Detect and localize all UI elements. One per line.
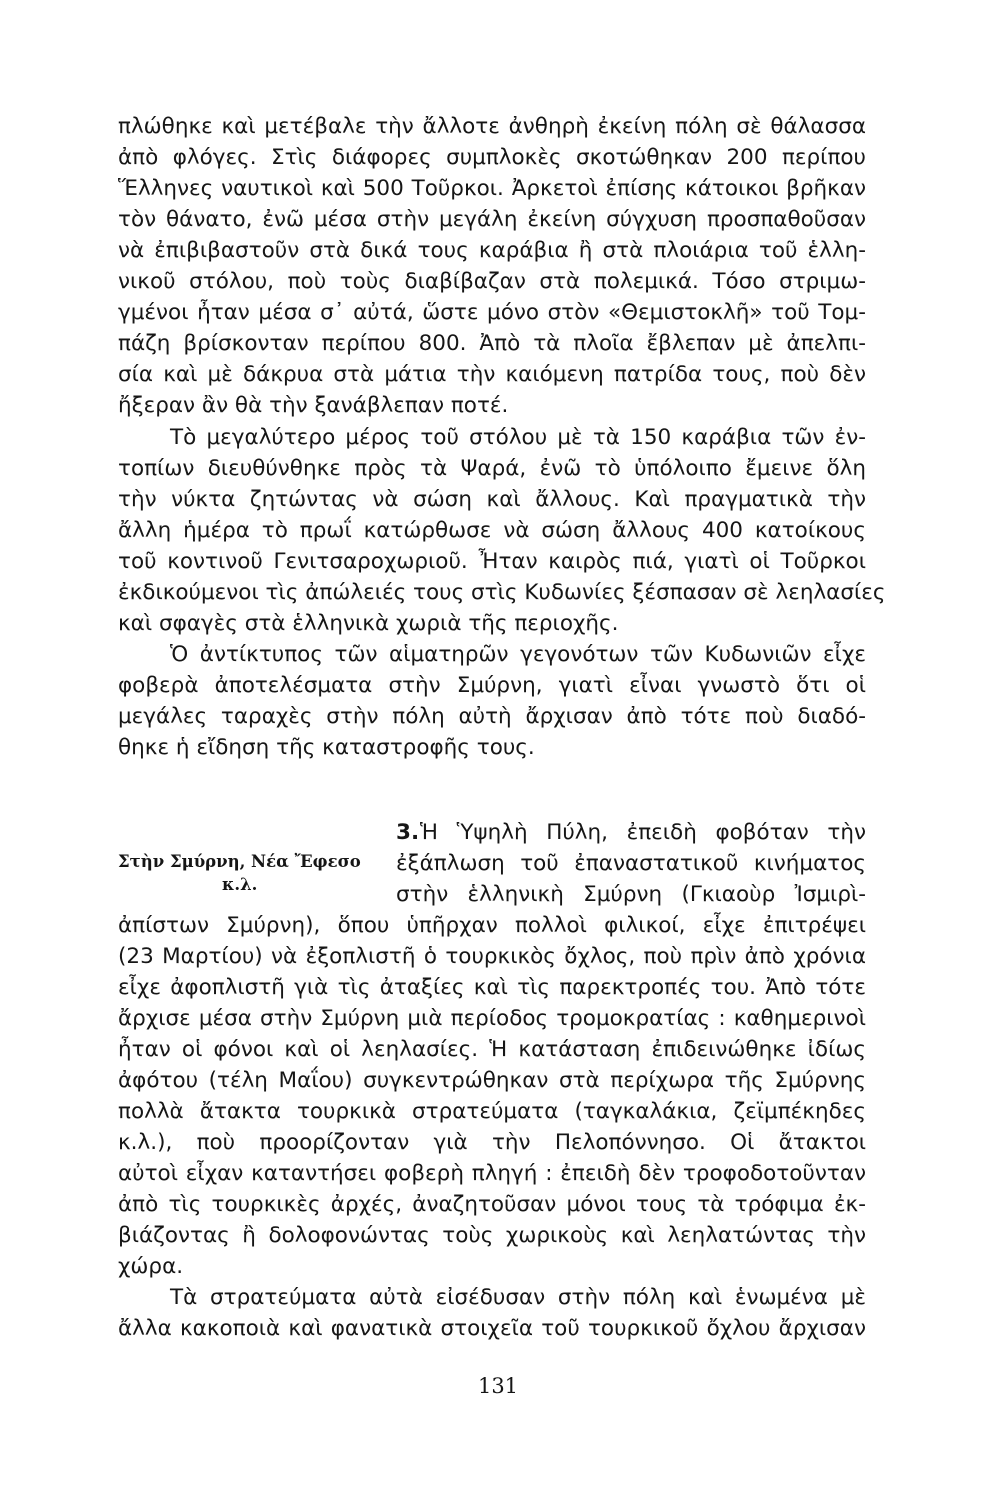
- text-line: κ.λ.), ποὺ προορίζονταν γιὰ τὴν Πελοπόννησο. Οἱ ἄτακτοι: [118, 1130, 866, 1155]
- text-line: πάζη βρίσκονταν περίπου 800. Ἀπὸ τὰ πλοῖα ἔβλεπαν μὲ ἀπελπι-: [118, 331, 866, 356]
- text-line: τοῦ κοντινοῦ Γενιτσαροχωριοῦ. Ἦταν καιρὸς πιά, γιατὶ οἱ Τοῦρκοι: [118, 549, 866, 574]
- text-line: φοβερὰ ἀποτελέσματα στὴν Σμύρνη, γιατὶ εἶναι γνωστὸ ὅτι οἱ: [118, 673, 866, 698]
- text-line: ἀπίστων Σμύρνη), ὅπου ὑπῆρχαν πολλοὶ φιλικοί, εἶχε ἐπιτρέψει: [118, 913, 866, 938]
- text-line: τὸν θάνατο, ἐνῶ μέσα στὴν μεγάλη ἐκείνη σύγχυση προσπαθοῦσαν: [118, 207, 866, 232]
- text-line: ἄρχισε μέσα στὴν Σμύρνη μιὰ περίοδος τρομοκρατίας : καθημερινοὶ: [118, 1006, 866, 1031]
- text-line: ἄλλη ἡμέρα τὸ πρωΐ κατώρθωσε νὰ σώση ἄλλους 400 κατοίκους: [118, 518, 866, 543]
- text-line: καὶ σφαγὲς στὰ ἑλληνικὰ χωριὰ τῆς περιοχῆς.: [118, 611, 619, 636]
- page-number: 131: [477, 1374, 519, 1398]
- text-line: νικοῦ στόλου, ποὺ τοὺς διαβίβαζαν στὰ πολεμικά. Τόσο στριμω-: [118, 269, 866, 294]
- sidenote-heading-continuation: κ.λ.: [222, 875, 258, 894]
- text-line: (23 Μαρτίου) νὰ ἐξοπλιστῆ ὁ τουρκικὸς ὄχλος, ποὺ πρὶν ἀπὸ χρόνια: [118, 944, 866, 969]
- text-line: ἐκδικούμενοι τὶς ἀπώλειές τους στὶς Κυδωνίες ξέσπασαν σὲ λεηλασίες: [118, 580, 886, 605]
- text-line: βιάζοντας ἢ δολοφονώντας τοὺς χωρικοὺς καὶ λεηλατώντας τὴν: [118, 1223, 866, 1248]
- text-line: στὴν ἑλληνικὴ Σμύρνη (Γκιαοὺρ Ἰσμιρὶ-: [396, 882, 866, 907]
- text-line: ἤξεραν ἂν θὰ τὴν ξανάβλεπαν ποτέ.: [118, 393, 509, 418]
- text-line: ἦταν οἱ φόνοι καὶ οἱ λεηλασίες. Ἡ κατάσταση ἐπιδεινώθηκε ἰδίως: [118, 1037, 866, 1062]
- text-line: Ἡ Ὑψηλὴ Πύλη, ἐπειδὴ φοβόταν τὴν: [420, 820, 866, 845]
- text-line: θηκε ἡ εἴδηση τῆς καταστροφῆς τους.: [118, 735, 535, 760]
- text-line: Ὁ ἀντίκτυπος τῶν αἱματηρῶν γεγονότων τῶν Κυδωνιῶν εἶχε: [170, 642, 866, 667]
- text-line: νὰ ἐπιβιβαστοῦν στὰ δικά τους καράβια ἢ στὰ πλοιάρια τοῦ ἑλλη-: [118, 238, 866, 263]
- text-line: εἶχε ἀφοπλιστῆ γιὰ τὶς ἀταξίες καὶ τὶς παρεκτροπές του. Ἀπὸ τότε: [118, 975, 866, 1000]
- text-line: μεγάλες ταραχὲς στὴν πόλη αὐτὴ ἄρχισαν ἀπὸ τότε ποὺ διαδό-: [118, 704, 866, 729]
- text-line: γμένοι ἦταν μέσα σ᾽ αὐτά, ὥστε μόνο στὸν «Θεμιστοκλῆ» τοῦ Τομ-: [118, 300, 866, 325]
- text-line: ἐξάπλωση τοῦ ἐπαναστατικοῦ κινήματος: [396, 851, 866, 876]
- text-line: αὐτοὶ εἶχαν καταντήσει φοβερὴ πληγή : ἐπειδὴ δὲν τροφοδοτοῦνταν: [118, 1161, 866, 1186]
- text-line: χώρα.: [118, 1254, 184, 1279]
- text-line: ἄλλα κακοποιὰ καὶ φανατικὰ στοιχεῖα τοῦ τουρκικοῦ ὄχλου ἄρχισαν: [118, 1316, 866, 1341]
- section-number: 3.: [396, 820, 420, 845]
- text-line: πλώθηκε καὶ μετέβαλε τὴν ἄλλοτε ἀνθηρὴ ἐκείνη πόλη σὲ θάλασσα: [118, 114, 866, 139]
- text-line: τοπίων διευθύνθηκε πρὸς τὰ Ψαρά, ἐνῶ τὸ ὑπόλοιπο ἔμεινε ὅλη: [118, 456, 866, 481]
- text-line: τὴν νύκτα ζητώντας νὰ σώση καὶ ἄλλους. Καὶ πραγματικὰ τὴν: [118, 487, 866, 512]
- text-line: Τὸ μεγαλύτερο μέρος τοῦ στόλου μὲ τὰ 150 καράβια τῶν ἐν-: [170, 425, 866, 450]
- text-line: ἀπὸ τὶς τουρκικὲς ἀρχές, ἀναζητοῦσαν μόνοι τους τὰ τρόφιμα ἐκ-: [118, 1192, 866, 1217]
- text-line: Τὰ στρατεύματα αὐτὰ εἰσέδυσαν στὴν πόλη καὶ ἑνωμένα μὲ: [170, 1285, 866, 1310]
- text-line: σία καὶ μὲ δάκρυα στὰ μάτια τὴν καιόμενη πατρίδα τους, ποὺ δὲν: [118, 362, 866, 387]
- text-line: πολλὰ ἄτακτα τουρκικὰ στρατεύματα (ταγκαλάκια, ζεϊμπέκηδες: [118, 1099, 866, 1124]
- text-line: ἀφότου (τέλη Μαΐου) συγκεντρώθηκαν στὰ περίχωρα τῆς Σμύρνης: [118, 1068, 866, 1093]
- sidenote-heading: Στὴν Σμύρνη, Νέα Ἔφεσο: [118, 852, 361, 871]
- text-line: ἀπὸ φλόγες. Στὶς διάφορες συμπλοκὲς σκοτώθηκαν 200 περίπου: [118, 145, 866, 170]
- text-line: Ἕλληνες ναυτικοὶ καὶ 500 Τοῦρκοι. Ἀρκετοὶ ἐπίσης κάτοικοι βρῆκαν: [118, 176, 866, 201]
